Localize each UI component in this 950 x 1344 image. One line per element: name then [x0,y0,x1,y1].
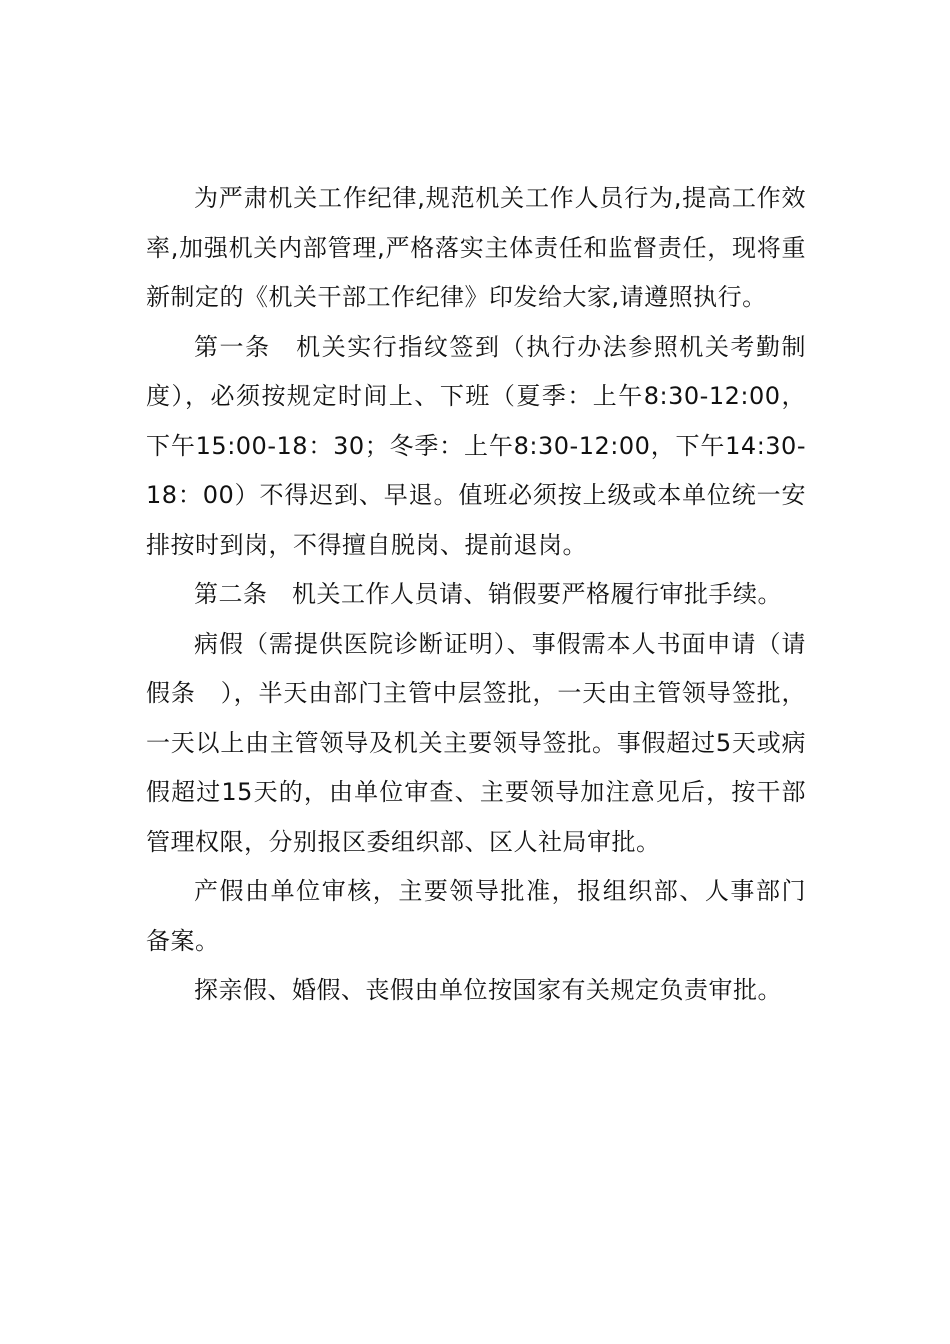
paragraph-intro: 为严肃机关工作纪律,规范机关工作人员行为,提高工作效率,加强机关内部管理,严格落实主体责任和监督责任，现将重新制定的《机关干部工作纪律》印发给大家,请遵照执行。 [146,184,806,311]
paragraph-maternity-leave: 产假由单位审核，主要领导批准，报组织部、人事部门备案。 [146,877,806,955]
document-body [146,174,806,1016]
paragraph-sick-leave: 病假（需提供医院诊断证明）、事假需本人书面申请（请假条 ），半天由部门主管中层签批，一天由主管领导签批，一天以上由主管领导及机关主要领导签批。事假超过5天或病假超过15天的，由单位审查、主要领导加注意见后，按干部管理权限，分别报区委组织部、区人社局审批。 [146,629,806,856]
paragraph-article-1: 第一条 机关实行指纹签到（执行办法参照机关考勤制度），必须按规定时间上、下班（夏季：上午8:30-12:00，下午15:00-18：30；冬季：上午8:30-12:00，下午14:30-18：00）不得迟到、早退。值班必须按上级或本单位统一安排按时到岗，不得擅自脱岗、提前退岗。 [146,332,806,559]
paragraph-article-2: 第二条 机关工作人员请、销假要严格履行审批手续。 [194,580,782,608]
paragraph-family-leave: 探亲假、婚假、丧假由单位按国家有关规定负责审批。 [194,976,782,1004]
